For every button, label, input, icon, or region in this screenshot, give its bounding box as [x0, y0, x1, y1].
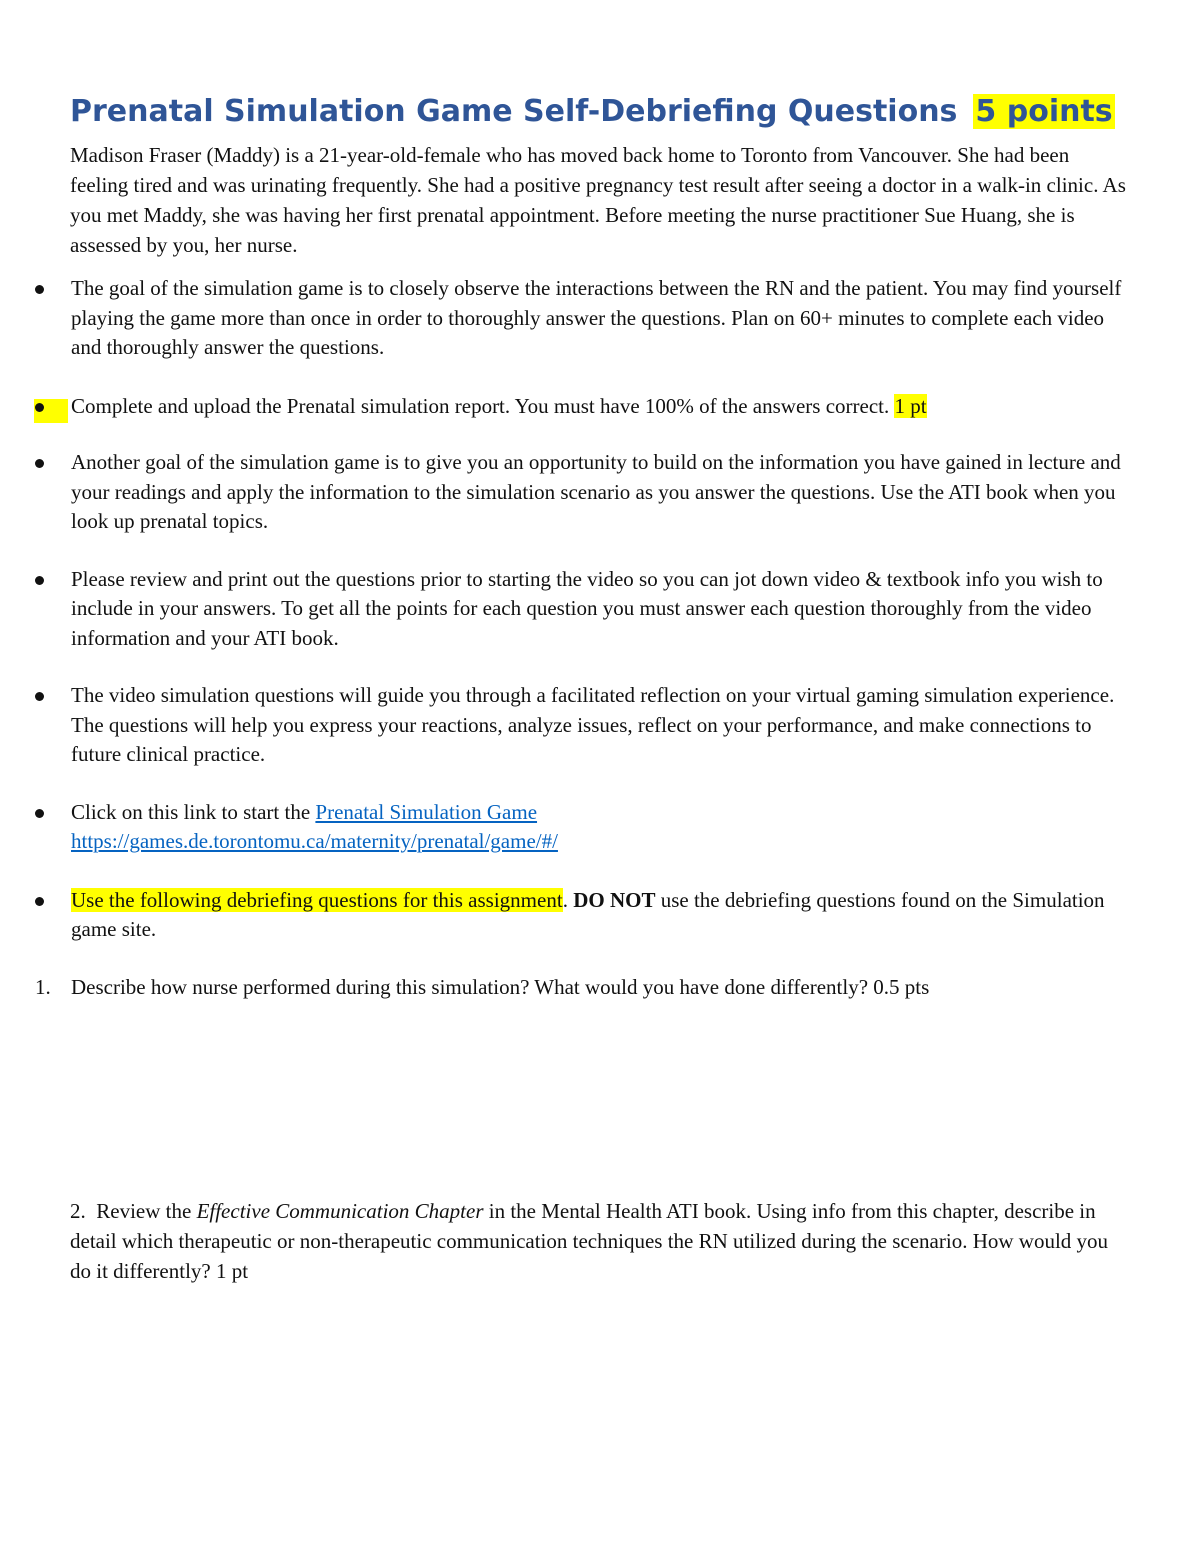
bullet-icon	[35, 809, 44, 818]
list-item-upload-report	[0, 392, 1132, 422]
list-item-text: use the debriefing questions found on the Simulation game site.	[71, 887, 1105, 941]
list-item-text: The video simulation questions will guide you through a facilitated reflection on your virtual gaming simulation experience. The questions will help you express your reactions, analyze issues, reflect on your performance, and make connections to future clinical practice.	[71, 683, 1115, 766]
list-item-text: Click on this link to start the	[71, 799, 311, 824]
do-not-bold: DO NOT	[573, 887, 656, 912]
list-item-debriefing-instruction	[0, 886, 1132, 945]
bullet-icon	[35, 285, 44, 294]
points-highlight: 1 pt	[894, 393, 927, 418]
question-1	[0, 972, 1132, 1002]
document-page	[35, 90, 1132, 1002]
list-item-video-questions	[0, 681, 1132, 770]
list-item-another-goal	[0, 448, 1132, 537]
question-number: 2.	[70, 1199, 86, 1223]
debriefing-highlight: Use the following debriefing questions for this assignment	[71, 887, 563, 912]
list-item-simulation-goal	[0, 274, 1132, 363]
question-number: 1.	[35, 974, 51, 999]
bullet-icon	[35, 459, 44, 468]
list-item-review-questions	[0, 565, 1132, 654]
prenatal-game-link[interactable]: Prenatal Simulation Game	[315, 799, 538, 824]
page-title	[70, 90, 1132, 134]
question-text-pre: Review the	[96, 1199, 192, 1223]
question-2	[70, 1196, 1132, 1286]
chapter-title-italic: Effective Communication Chapter	[196, 1199, 484, 1223]
bullet-icon	[35, 692, 44, 701]
bullet-icon	[35, 897, 44, 906]
prenatal-game-url-link[interactable]: https://games.de.torontomu.ca/maternity/prenatal/game/#/	[71, 829, 558, 853]
question-text: Describe how nurse performed during this simulation? What would you have done differently? 0.5 pts	[71, 974, 930, 999]
title-text: Prenatal Simulation Game Self-Debriefing Questions	[70, 94, 958, 129]
bullet-icon	[35, 576, 44, 585]
question-text-post: in the Mental Health ATI book. Using info from this chapter, describe in detail which therapeutic or non-therapeutic communication techniques the RN utilized during the scenario. How would you do it differently? 1 pt	[70, 1199, 1109, 1283]
bullet-icon-highlighted	[34, 399, 68, 423]
list-item-text: The goal of the simulation game is to closely observe the interactions between the RN and the patient. You may find yourself playing the game more than once in order to thoroughly answer the questions. Plan on 60+ minutes to complete each video and thoroughly answer the questions.	[71, 276, 1122, 359]
instruction-list	[70, 274, 1132, 945]
list-item-text: Please review and print out the questions prior to starting the video so you can jot down video & textbook info you wish to include in your answers. To get all the points for each question you must answer each question thoroughly from the video information and your ATI book.	[71, 566, 1103, 650]
period-text: .	[562, 887, 568, 912]
list-item-text: Another goal of the simulation game is to give you an opportunity to build on the information you have gained in lecture and your readings and apply the information to the simulation scenario as you answer the questions. Use the ATI book when you look up prenatal topics.	[71, 450, 1121, 533]
intro-paragraph: Madison Fraser (Maddy) is a 21-year-old-female who has moved back home to Toronto from Vancouver. She had been feeling tired and was urinating frequently. She had a positive pregnancy test result after seeing a doctor in a walk-in clinic. As you met Maddy, she was having her first prenatal appointment. Before meeting the nurse practitioner Sue Huang, she is assessed by you, her nurse.	[70, 143, 1126, 257]
list-item-game-link	[0, 798, 1132, 857]
list-item-text: Complete and upload the Prenatal simulation report. You must have 100% of the answers correct.	[71, 393, 890, 418]
title-points-highlight: 5 points	[975, 94, 1113, 129]
